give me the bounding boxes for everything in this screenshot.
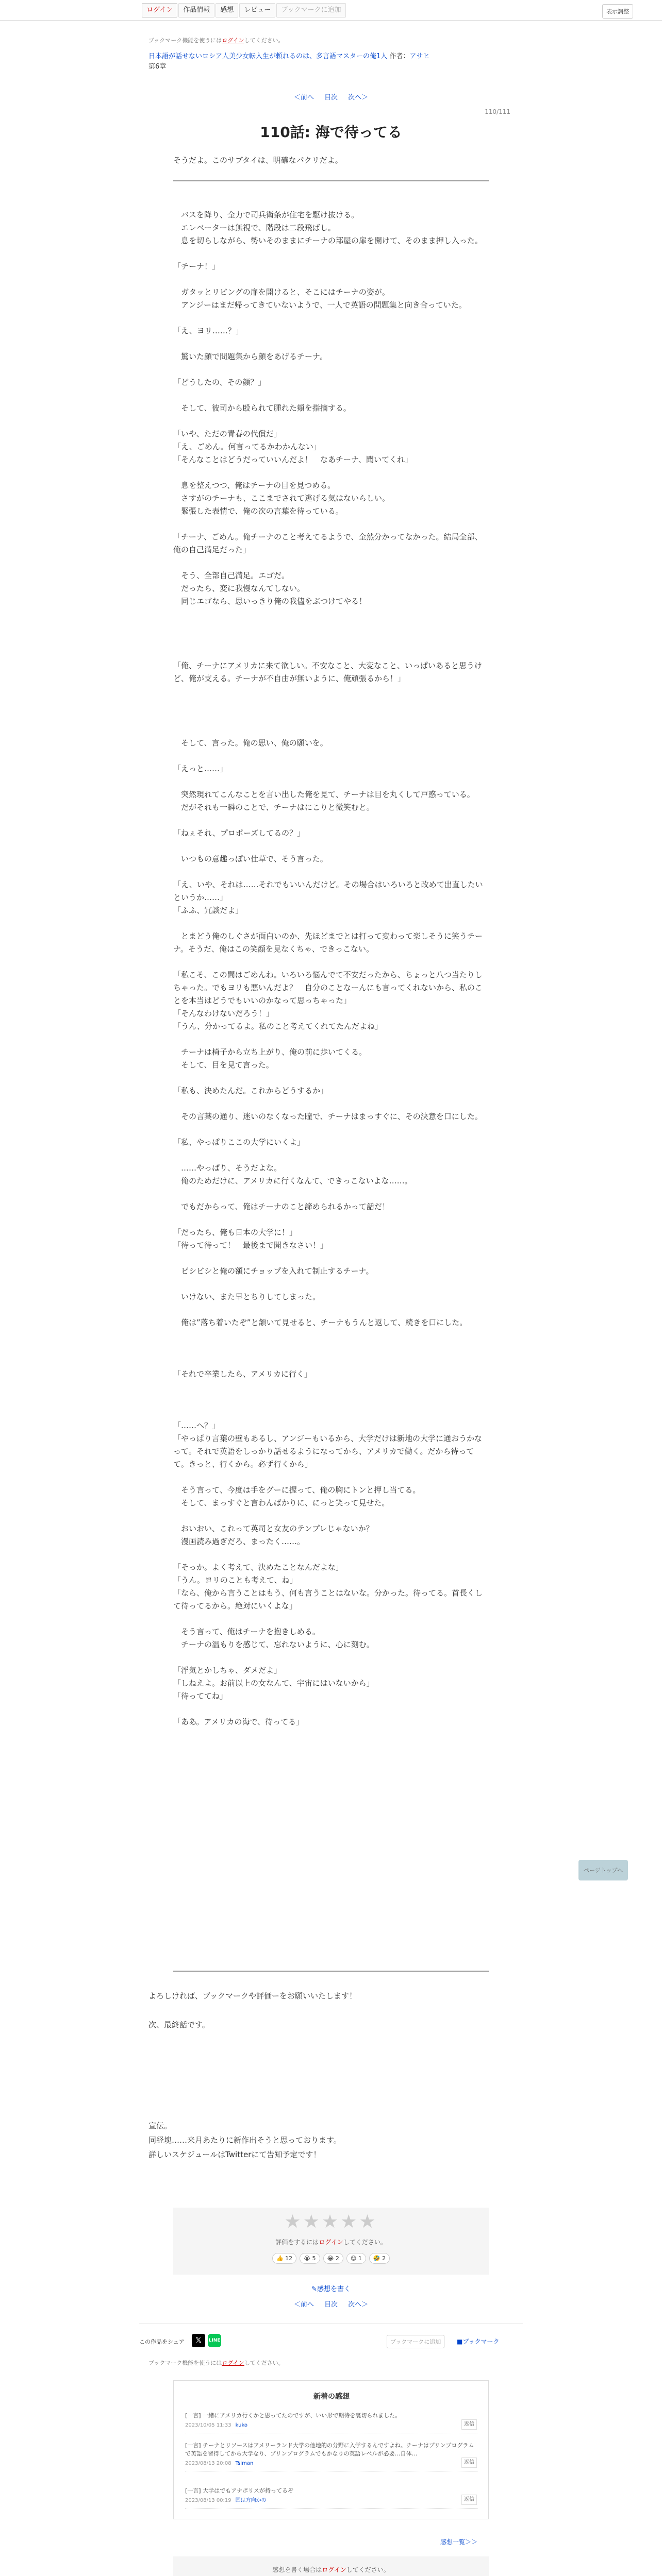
body-paragraph: いつもの意趣っぽい仕草で、そう言った。 [173,854,328,863]
body-paragraph [173,647,489,659]
body-paragraph [173,312,489,325]
body-paragraph: 息を整えつつ、俺はチーナの目を見つめる。 [173,481,336,490]
body-paragraph [173,1355,489,1368]
body-paragraph [173,1213,489,1226]
body-paragraph [173,1510,489,1522]
body-paragraph [173,466,489,479]
afterword-paragraph [148,2075,514,2090]
author-link[interactable]: アサヒ [409,53,430,60]
afterword-divider [173,1971,489,1972]
body-paragraph [173,1072,489,1084]
work-info-button[interactable]: 作品情報 [178,3,214,18]
body-paragraph [173,556,489,569]
body-paragraph: 「私こそ、この間はごめんね。いろいろ悩んでて不安だったから、ちょっと八つ当たりしちゃった。でもヨリも悪いんだよ？ 自分のことなーんにも言ってくれないから、私のことを本当はどうでもいいのかなって思っちゃった」 [173,970,483,1005]
afterword-paragraph [148,2104,514,2119]
body-paragraph: 「え、ごめん。何言ってるかわかんない」 [173,442,321,451]
body-paragraph: 「俺、チーナにアメリカに来て欲しい。不安なこと、大変なこと、いっぱいあると思うけど、俺が支える。チーナが不自由が無いように、俺頑張るから！」 [173,661,482,683]
bookmark-hint-prefix: ブックマーク機能を使うには [148,37,222,44]
body-paragraph: 「だったら、俺も日本の大学に！」 [173,1228,297,1237]
reaction-laughing[interactable]: 😂 2 [323,2253,343,2264]
body-paragraph: 「しねえよ。お前以上の女なんて、宇宙にはいないから」 [173,1679,374,1688]
body-paragraph: いけない、また早とちりしてしまった。 [173,1292,321,1301]
toc-link[interactable]: 目次 [324,94,338,101]
bookmark-hint [148,36,284,44]
review-author-link[interactable]: Tsiman [235,2461,254,2466]
body-paragraph: その言葉の通り、迷いのなくなった瞳で、チーナはまっすぐに、その決意を口にした。 [173,1112,483,1121]
review-author-link[interactable]: kuko [235,2422,248,2428]
body-paragraph: 「そんなわけないだろう！」 [173,1009,274,1018]
body-paragraph: 「待っててね」 [173,1691,228,1701]
body-paragraph: 「そんなことはどうだっていいんだよ！ なあチーナ、聞いてくれ」 [173,455,412,464]
review-reply-button[interactable]: 返信 [461,2419,477,2430]
reaction-thumbs-up[interactable]: 👍 12 [272,2253,296,2264]
bookmark-hint-bottom-prefix: ブックマーク機能を使うには [148,2360,222,2366]
afterword-paragraph [148,2061,514,2075]
line-share-icon[interactable]: LINE [208,2334,221,2347]
afterword-paragraph [148,2032,514,2046]
body-paragraph [173,1613,489,1625]
prev-link-bottom[interactable]: ＜前へ [293,2301,314,2309]
review-date: 2023/08/13 00:19 [185,2498,231,2503]
pager-top [0,92,662,101]
bookmark-add-button-bottom[interactable]: ブックマークに追加 [387,2335,444,2348]
body-paragraph [173,866,489,878]
body-paragraph: 「え、いや、それは……それでもいいんだけど。その場合はいろいろと改めて出直したいというか……」 [173,880,483,902]
body-paragraph: 「私も、決めたんだ。これからどうするか」 [173,1086,328,1095]
body-paragraph: おいおい、これって英司と女友のテンプレじゃないか？ [173,1524,374,1533]
body-paragraph [173,840,489,853]
body-paragraph: 俺は”落ち着いたぞ”と頷いて見せると、チーナもうんと返して、続きを口にした。 [173,1318,468,1327]
body-paragraph [173,1703,489,1716]
rating-hint-suffix: してください。 [343,2239,387,2246]
novel-meta [148,52,509,72]
body-paragraph: 「えっと……」 [173,764,228,773]
body-paragraph: でもだからって、俺はチーナのこと諦められるかって話だ！ [173,1202,390,1211]
body-paragraph: 「そっか。よく考えて、決めたことなんだよな」 [173,1563,343,1572]
body-paragraph: だがそれも一瞬のことで、チーナはにこりと微笑むと。 [173,803,374,812]
top-bar [0,0,662,21]
body-paragraph: 「うん。ヨリのことも考えて、ね」 [173,1575,297,1585]
author-label: 作者： [389,53,410,60]
body-paragraph [173,775,489,788]
body-paragraph [173,1548,489,1561]
body-paragraph [173,363,489,376]
body-paragraph: 「私、やっぱりここの大学にいくよ」 [173,1138,305,1147]
body-paragraph [173,389,489,402]
afterword-paragraph [148,2046,514,2061]
body-paragraph [173,1097,489,1110]
reaction-crying[interactable]: 😭 5 [300,2253,320,2264]
reaction-smile[interactable]: 😊 1 [346,2253,366,2264]
body-paragraph: アンジーはまだ帰ってきていないようで、一人で英語の問題集と向き合っていた。 [173,300,467,310]
review-reply-button[interactable]: 返信 [461,2458,477,2468]
review-date: 2023/08/13 20:08 [185,2461,231,2466]
body-paragraph: そして、言った。俺の思い、俺の願いを。 [173,738,328,748]
next-link-bottom[interactable]: 次へ＞ [348,2301,369,2309]
body-paragraph [173,1252,489,1265]
pager-bottom [0,2299,662,2309]
bookmark-hint-bottom [148,2359,284,2367]
body-paragraph: 「チーナ、ごめん。俺チーナのこと考えてるようで、全然分かってなかった。結局全部、俺の自己満足だった」 [173,532,483,554]
star-rating-icons[interactable]: ★★★★★ [284,2211,378,2232]
body-paragraph: 驚いた顔で問題集から顔をあげるチーナ。 [173,352,327,361]
share-label: この作品をシェア [139,2338,185,2345]
review-login-prefix: 感想を書く場合は [272,2566,322,2573]
chapter-label: 第6章 [148,63,167,71]
review-item [185,2442,478,2471]
review-date: 2023/10/05 11:33 [185,2422,231,2428]
review-login-suffix: してください。 [346,2566,390,2573]
afterword-paragraph: 詳しいスケジュールはTwitterにて告知予定です！ [148,2150,321,2159]
review-text: [一言] チーナとリソースはアメリーランド大学の他地的の分野に入学するんですよね。チーナはプリンプログラムで英語を習得してから大学なり、プリンプログラムでもかなりの英語レベルが必要…自体… [185,2442,474,2457]
afterword-paragraph [148,2003,514,2018]
body-paragraph: 俺のためだけに、アメリカに行くなんて、できっこないよな……。 [173,1176,412,1185]
toc-link-bottom[interactable]: 目次 [324,2301,338,2309]
body-paragraph [173,1033,489,1046]
body-paragraph: 漫画読み過ぎだろ、まったく……。 [173,1537,305,1546]
body-paragraph [173,711,489,724]
body-paragraph [173,621,489,634]
body-paragraph: とまどう俺のしぐさが面白いのか、先ほどまでとは打って変わって楽しそうに笑うチーナ。そうだ、俺はこの笑顔を見なくちゃ、できっこない。 [173,931,483,954]
review-button[interactable]: レビュー [239,3,275,18]
afterword [148,1989,514,2162]
body-paragraph [173,1471,489,1484]
next-link[interactable]: 次へ＞ [348,94,369,101]
afterword-paragraph [148,2090,514,2104]
body-paragraph: 「チーナ！」 [173,262,220,271]
page-top-button[interactable]: ページトップへ [578,1860,628,1880]
body-paragraph: エレベーターは無視で、階段は二段飛ばし。 [173,223,336,232]
bookmark-hint-bottom-suffix: してください。 [244,2360,284,2366]
body-paragraph: 「ああ。アメリカの海で、待ってる」 [173,1717,304,1726]
body-paragraph [173,1381,489,1394]
bookmark-hint-suffix: してください。 [244,37,284,44]
body-paragraph [173,1394,489,1406]
rating-hint [173,2238,489,2246]
body-paragraph [173,518,489,531]
body-paragraph [173,1303,489,1316]
afterword-paragraph: 宣伝。 [148,2121,172,2130]
login-button[interactable]: ログイン [142,3,177,18]
all-reviews-link[interactable]: 感想一覧＞＞ [440,2538,478,2546]
body-paragraph [173,1123,489,1136]
rating-box [173,2208,489,2275]
body-paragraph: 「ふふ、冗談だよ」 [173,906,243,915]
afterword-paragraph: 次、最終話です。 [148,2020,210,2029]
body-paragraph: さすがのチーナも、ここまでされて逃げる気はないらしい。 [173,494,390,503]
x-share-icon[interactable]: 𝕏 [192,2334,205,2347]
body-paragraph: 「いや、ただの青春の代償だ」 [173,429,282,438]
episode-preface: そうだよ。このサブタイは、明確なパクリだよ。 [173,156,343,165]
body-paragraph [173,956,489,969]
body-paragraph [173,1329,489,1342]
body-paragraph: 「浮気とかしちゃ、ダメだよ」 [173,1666,282,1675]
body-paragraph: 「ねぇそれ、プロポーズしてるの？」 [173,828,305,838]
review-item [185,2487,478,2509]
reaction-list [173,2253,489,2264]
review-item [185,2412,478,2433]
review-reply-button[interactable]: 返信 [461,2495,477,2505]
review-login-box [173,2556,489,2576]
body-paragraph: 同じエゴなら、思いっきり俺の我儘をぶつけてやる！ [173,597,367,606]
body-paragraph [173,724,489,737]
body-paragraph: バスを降り、全力で司兵衛条が住宅を駆け抜ける。 [173,210,359,219]
afterword-paragraph: よろしければ、ブックマークや評価ーをお願いいたします！ [148,1991,357,2001]
body-paragraph [173,917,489,930]
reviews-title: 新着の感想 [313,2393,350,2401]
body-paragraph: ……やっぱり、そうだよな。 [173,1163,282,1173]
episode-number: 110/111 [485,108,510,115]
body-paragraph: 「やっぱり言葉の壁もあるし、アンジーもいるから、大学だけは新地の大学に通おうかなって。それで英語をしっかり話せるようになってから、アメリカで働く。だから待ってて。きっと、行くから。必ず行くから」 [173,1434,483,1469]
prev-link[interactable]: ＜前へ [293,94,314,101]
write-review-link[interactable]: ✎感想を書く [311,2285,351,2293]
body-paragraph [173,247,489,260]
body-paragraph [173,1651,489,1664]
body-paragraph [173,1188,489,1200]
body-paragraph: 突然現れてこんなことを言い出した俺を見て、チーナは目を丸くして戸惑っている。 [173,790,475,799]
body-paragraph [173,415,489,428]
body-paragraph [173,273,489,286]
body-paragraph [173,1406,489,1419]
body-paragraph: ガタッとリビングの扉を開けると、そこにはチーナの姿が。 [173,287,390,297]
bookmark-hint-login-link[interactable]: ログイン [222,37,244,44]
body-paragraph: チーナの温もりを感じて、忘れないように、心に刻む。 [173,1640,374,1649]
body-paragraph: そう言って、今度は手をグーに握って、俺の胸にトンと押し当てる。 [173,1485,421,1495]
body-paragraph [173,634,489,647]
bookmark-link[interactable]: ■ブックマーク [457,2338,500,2345]
body-paragraph: そして、まっすぐと言わんばかりに、にっと笑って見せた。 [173,1498,390,1507]
body-paragraph: 「……へ？」 [173,1421,220,1430]
body-paragraph: だったら、変に我慢なんてしない。 [173,584,305,593]
body-paragraph [173,685,489,698]
body-paragraph [173,698,489,711]
body-paragraph: チーナは椅子から立ち上がり、俺の前に歩いてくる。 [173,1047,367,1057]
body-paragraph [173,196,489,209]
review-author-link[interactable]: 国は方向かの [235,2498,267,2503]
body-paragraph [173,337,489,350]
body-paragraph: 息を切らしながら、勢いそのままにチーナの部屋の扉を開けて、そのまま押し入った。 [173,236,483,245]
body-paragraph: 緊張した表情で、俺の次の言葉を待っている。 [173,506,343,516]
body-paragraph: 「え、ヨリ……？」 [173,326,243,335]
new-reviews-box [173,2380,489,2519]
novel-title-link[interactable]: 日本語が話せないロシア人美少女転入生が頼れるのは、多言語マスターの俺1人 [148,53,388,60]
body-paragraph [173,814,489,827]
body-paragraph: ビシビシと俺の額にチョップを入れて制止するチーナ。 [173,1266,374,1276]
review-login-link[interactable]: ログイン [322,2566,346,2573]
review-text: [一言] 一緒にアメリカ行くかと思ってたのですが、いい形で期待を裏切られました。 [185,2412,401,2419]
body-paragraph [173,750,489,762]
body-paragraph [173,1149,489,1162]
body-paragraph: 「どうしたの、その顔？」 [173,378,266,387]
body-paragraph: そして、彼司から殴られて腫れた頬を指摘する。 [173,403,351,413]
body-paragraph: そして、目を見て言った。 [173,1060,274,1070]
episode-body [173,196,489,1728]
share-row [139,2333,523,2348]
body-paragraph: 「うん、分かってるよ。私のこと考えてくれてたんだよね」 [173,1022,383,1031]
body-paragraph [173,608,489,621]
episode-title: 110話: 海で待ってる [260,124,402,141]
body-paragraph [173,1342,489,1355]
rating-hint-prefix: 評価をするには [275,2239,319,2246]
body-paragraph: 「それで卒業したら、アメリカに行く」 [173,1369,312,1379]
afterword-paragraph: 同経塊……来月あたりに新作出そうと思っております。 [148,2136,341,2145]
top-nav [142,3,346,18]
body-paragraph: そう、全部自己満足。エゴだ。 [173,571,290,580]
body-paragraph: 「待って待って！ 最後まで聞きなさい！」 [173,1241,328,1250]
display-settings-button[interactable]: 表示調整 [602,4,633,19]
review-text: [一言] 大学はでもアナポリスが持ってるぞ [185,2487,293,2494]
body-paragraph: 「なら、俺から言うことはもう、何も言うことはないな。分かった。待ってる。首長くして待ってるから。絶対にいくよな」 [173,1588,483,1611]
preface-divider [173,180,489,181]
impressions-button[interactable]: 感想 [216,3,238,18]
reaction-rofl[interactable]: 🤣 2 [369,2253,390,2264]
body-paragraph: そう言って、俺はチーナを抱きしめる。 [173,1627,320,1636]
body-paragraph [173,1278,489,1291]
bookmark-hint-bottom-login-link[interactable]: ログイン [222,2360,244,2366]
rating-login-link[interactable]: ログイン [319,2239,343,2246]
bookmark-add-button[interactable]: ブックマークに追加 [276,3,345,18]
